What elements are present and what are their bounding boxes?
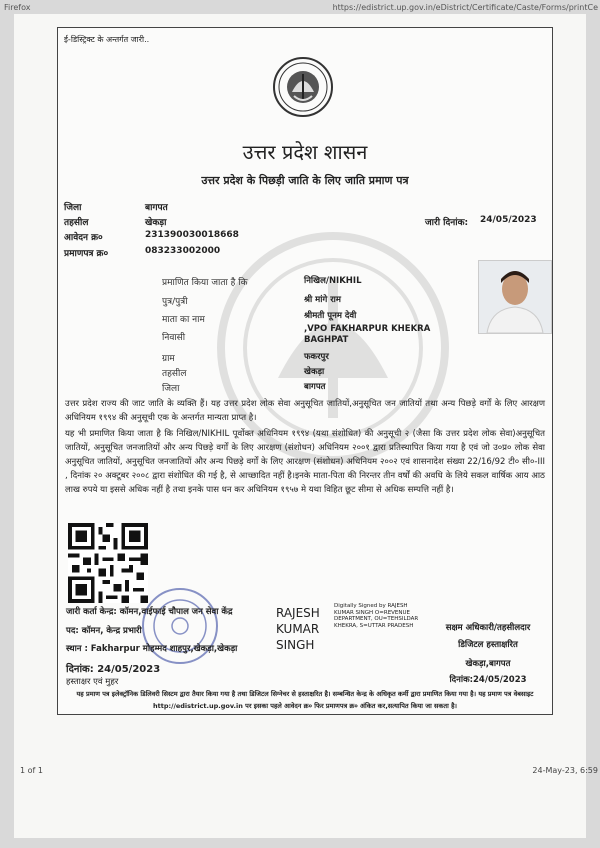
issue-place: स्थान : Fakharpur मोहम्मद शाहपुर,खेकड़ा,खेकड़ा [66,644,238,654]
certificate-title: उत्तर प्रदेश शासन [242,140,368,164]
caste-statement-paragraph: उत्तर प्रदेश राज्य की जाट जाति के व्यक्ति हैं। यह उत्तर प्रदेश लोक सेवा अनुसूचित जातियों,अनुसूचित जन जातियों तथा अन्य पिछड़े वर्गों के लिए आरक्षण अधिनियम १९९४ की अनुसूची एक के अन्तर्गत मान्यता प्राप्त है। [65,399,545,423]
left-issue-date: दिनांक: 24/05/2023 [66,664,161,675]
detail-value-father: श्री मांगे राम [304,295,341,305]
officer-date: दिनांक:24/05/2023 [449,675,527,685]
applicant-photo [478,260,552,334]
signature-seal-note: हस्ताक्षर एवं मुहर [66,677,119,687]
application-no-value: 231390030018668 [145,230,239,240]
tehsil-value: खेकड़ा [145,218,167,228]
page-url: https://edistrict.up.gov.in/eDistrict/Certificate/Caste/Forms/printCe [332,3,598,12]
detail-value-name: निखिल/NIKHIL [304,276,362,286]
certificate-subtitle: उत्तर प्रदेश के पिछड़ी जाति के लिए जाति प्रमाण पत्र [201,174,409,187]
qr-code-icon [68,523,148,603]
officer-digital-signature: डिजिटल हस्ताक्षरित [458,640,518,650]
detail-value-address: ,VPO FAKHARPUR KHEKRA BAGHPAT [304,324,431,345]
detail-value-tehsil: खेकड़ा [304,367,325,377]
detail-label-district: जिला [162,384,180,394]
print-datetime: 24-May-23, 6:59 [532,766,598,775]
digital-signer-name: RAJESH KUMAR SINGH [276,606,320,652]
application-no-label: आवेदन क्र० [64,233,103,243]
officer-title: सक्षम अधिकारी/तहसीलदार [445,623,531,633]
district-value: बागपत [145,203,168,213]
verification-note: यह प्रमाण पत्र इलेक्ट्रॉनिक डिलिवरी सिस्टम द्वारा तैयार किया गया है तथा डिजिटल सिग्नेचर से हस्ताक्षरित है। सम्बन्धित केन्द्र के अधिकृत कर्मी द्वारा प्रमाणित किया गया है। यह प्रमाण पत्र वेबसाइट http://edistrict.up.gov.in पर इसका पहले आवेदन क्र० फिर प्रमाणपत्र क्र० अंकित कर,सत्यापित किया जा सकता है। [76,690,534,710]
header-note: ई-डिस्ट्रिक्ट के अन्तर्गत जारी.. [64,35,150,44]
detail-value-mother: श्रीमती पूनम देवी [304,311,357,321]
issuer-post: पद: कॉमन, केन्द्र प्रभारी [66,626,142,636]
detail-value-village: फकरपुर [304,352,329,362]
certificate-no-value: 083233002000 [145,246,221,256]
detail-label-mother: माता का नाम [162,315,205,325]
detail-label-child-of: पुत्र/पुत्री [162,297,188,307]
detail-label-certified: प्रमाणित किया जाता है कि [162,278,248,288]
person-photo-icon [479,261,551,333]
caste-certificate [57,27,553,715]
detail-value-district: बागपत [304,382,326,392]
eligibility-paragraph: यह भी प्रमाणित किया जाता है कि निखिल/NIKHIL पूर्वोक्त अधिनियम १९९४ (यथा संशोधित) की अनुसूची २ (जैसा कि उत्तर प्रदेश लोक सेवा)अनुसूचित जातियों, अनुसूचित जनजातियों और अन्य पिछड़े वर्गों के लिए आरक्षण (संशोधन) अधिनियम २००१ द्वारा प्रतिस्थापित किया गया है एवं जो उ०प्र० लोक सेवा अनुसूचित जातियों, अनुसूचित जनजातियों और अन्य पिछड़े वर्गों के लिए आरक्षण (संशोधन) अधिनियम २००२ एवं शासनादेश संख्या 22/16/92 टी० सी०-III , दिनांक २० अक्टूबर २००८ द्वारा संशोधित की गई है, से आच्छादित नहीं है।इनके माता-पिता की निरन्तर तीन वर्षों की अवधि के लिये सकल वार्षिक आय आठ लाख रुपये या इससे अधिक नहीं है तथा इनके पास धन कर अधिनियम १९५७ मे यथा विहित छूट सीमा से अधिक सम्पत्ति नहीं है। [65,429,545,495]
tehsil-label: तहसील [64,218,89,228]
issuing-centre: जारी कर्ता केन्द्र: कॉमन,वाईफाई चौपाल जन सेवा केंद्र [66,607,233,617]
certificate-no-label: प्रमाणपत्र क्र० [64,249,109,259]
detail-label-village: ग्राम [162,354,175,364]
digital-signature-details: Digitally Signed by RAJESH KUMAR SINGH O=REVENUE DEPARTMENT, OU=TEHSILDAR KHEKRA, S=UTTAR PRADESH [334,603,419,629]
officer-place: खेकड़ा,बागपत [465,659,511,669]
issue-date-value: 24/05/2023 [480,215,537,225]
detail-label-tehsil: तहसील [162,369,187,379]
detail-label-resident: निवासी [162,333,186,343]
page-count: 1 of 1 [20,766,43,775]
browser-app-name: Firefox [4,3,31,12]
up-emblem-icon [272,56,334,118]
district-label: जिला [64,203,82,213]
issue-date-label: जारी दिनांक: [425,218,469,228]
